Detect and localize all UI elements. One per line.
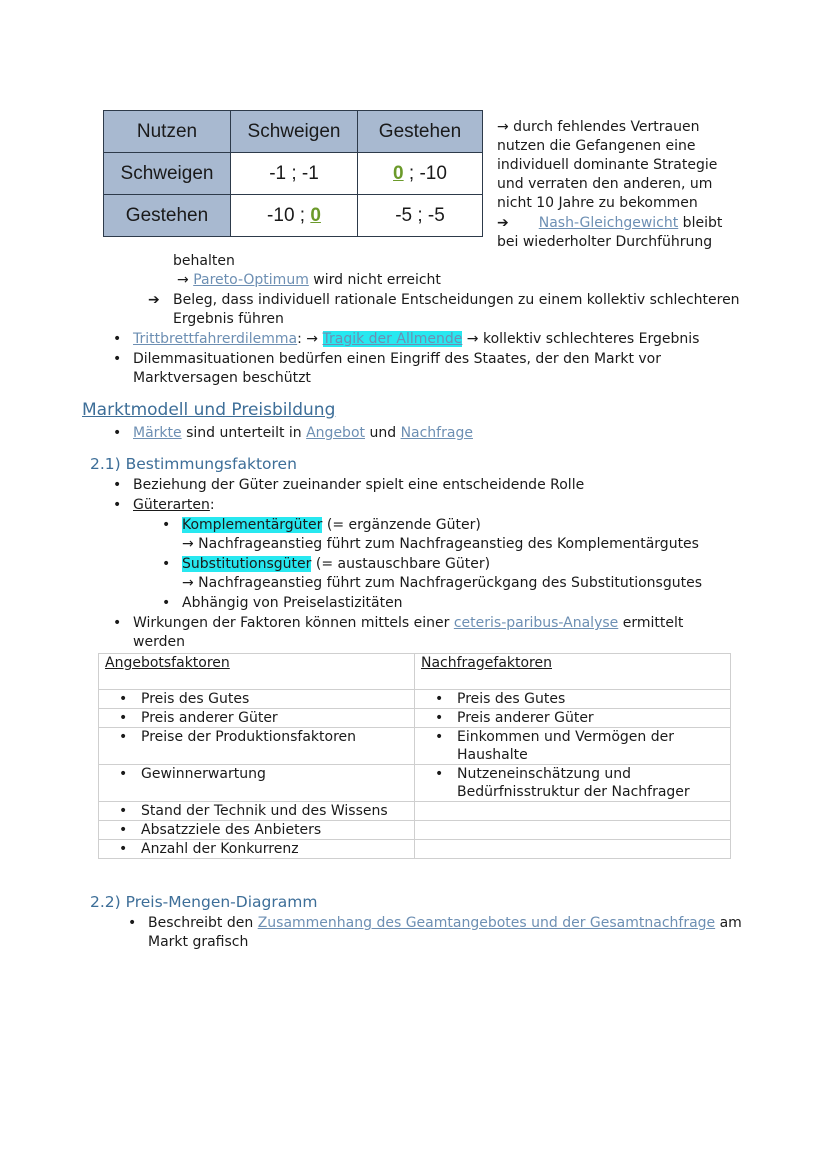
section-heading-markt[interactable]: Marktmodell und Preisbildung [82,400,336,420]
list-item-text: (= austauschbare Güter) [311,556,491,572]
matrix-row-gestehen: Gestehen [104,195,231,237]
section-heading-21: 2.1) Bestimmungsfaktoren [90,455,297,473]
factor-item: • Preis anderer Güter [421,709,724,727]
factor-item: • Preis des Gutes [105,690,408,708]
trittbrett-link[interactable]: Trittbrettfahrerdilemma [133,331,298,347]
factor-item: • Stand der Technik und des Wissens [105,802,408,820]
gueterarten-label: Güterarten [133,497,210,513]
factor-item: • Absatzziele des Anbieters [105,821,408,839]
table-cell [415,821,731,840]
arrow-icon: → [177,272,194,288]
list-item-text: sind unterteilt in [181,425,307,441]
bullet-icon: • [128,915,137,931]
list-item-text: → kollektiv schlechteres Ergebnis [462,331,700,347]
table-cell [415,765,731,802]
matrix-cell-1-1: -1 ; -1 [231,153,358,195]
bullet-icon: • [162,517,171,533]
colon: : [209,497,215,513]
list-item-sub: → Nachfrageanstieg führt zum Nachfrageanstieg des Komplementärgutes [182,536,699,552]
factor-item: • Preis des Gutes [421,690,724,708]
list-item [133,614,683,633]
side-note-line: nicht 10 Jahre zu bekommen [497,195,698,211]
factor-item: • Nutzeneinschätzung und Bedürfnisstruktur der Nachfrager [421,765,724,801]
payoff-value: -10 ; [267,204,311,226]
side-note-line [497,214,722,233]
matrix-cell-2-2: -5 ; -5 [358,195,483,237]
allmende-link[interactable]: Tragik der Allmende [322,331,463,347]
section-heading-22: 2.2) Preis-Mengen-Diagramm [90,893,318,911]
list-item-text: am [715,915,742,931]
table-cell [99,802,415,821]
matrix-cell-1-2 [358,153,483,195]
matrix-row-schweigen: Schweigen [104,153,231,195]
list-item-text: Wirkungen der Faktoren können mittels einer [133,615,454,631]
nachfrage-link[interactable]: Nachfrage [400,425,473,441]
list-item-text: und [365,425,401,441]
table-header-cell [415,654,731,690]
list-item-cont: Marktversagen beschützt [133,370,311,386]
list-item-cont: werden [133,634,185,650]
list-item-text: (= ergänzende Güter) [322,517,481,533]
arrow-icon: ➔ [497,215,509,231]
table-cell [415,802,731,821]
beleg-line-2: Ergebnis führen [173,311,284,327]
factor-item: • Einkommen und Vermögen der Haushalte [421,728,724,764]
list-item: Dilemmasituationen bedürfen einen Eingriff des Staates, der den Markt vor [133,351,662,367]
side-note-line: und verraten den anderen, um [497,176,713,192]
pareto-text: wird nicht erreicht [308,272,441,288]
bullet-icon: • [113,331,122,347]
factors-table [98,653,731,859]
bullet-icon: • [113,351,122,367]
komplement-highlight: Komplementärgüter [182,517,323,533]
list-item-text: Beschreibt den [148,915,258,931]
payoff-value: ; -10 [403,162,447,184]
side-note-text: bleibt [678,215,723,231]
table-cell [415,709,731,728]
factor-item: • Gewinnerwartung [105,765,408,783]
bullet-icon: • [162,595,171,611]
payoff-zero: 0 [393,162,404,184]
list-item [182,555,490,574]
bullet-icon: • [113,477,122,493]
bullet-icon: • [162,556,171,572]
table-cell [415,728,731,765]
table-cell [99,821,415,840]
bullet-icon: • [113,497,122,513]
factor-item: • Preise der Produktionsfaktoren [105,728,408,746]
matrix-cell-2-1 [231,195,358,237]
pareto-line [177,271,441,290]
table-cell [99,690,415,709]
list-item-sub: → Nachfrageanstieg führt zum Nachfragerückgang des Substitutionsgutes [182,575,703,591]
angebot-link[interactable]: Angebot [306,425,366,441]
list-item-text: ermittelt [618,615,684,631]
pareto-link[interactable]: Pareto-Optimum [193,272,309,288]
bullet-icon: • [113,425,122,441]
list-item [133,330,699,349]
nash-link[interactable]: Nash-Gleichgewicht [538,215,679,231]
factor-item: • Preis anderer Güter [105,709,408,727]
table-cell [99,709,415,728]
payoff-zero: 0 [310,204,321,226]
substitution-highlight: Substitutionsgüter [182,556,312,572]
beleg-line-1: Beleg, dass individuell rationale Entscheidungen zu einem kollektiv schlechteren [173,292,740,308]
list-item: Abhängig von Preiselastizitäten [182,595,403,611]
side-note-line: bei wiederholter Durchführung [497,234,713,250]
zusammenhang-link[interactable]: Zusammenhang des Geamtangebotes und der Gesamtnachfrage [257,915,716,931]
ceteris-paribus-link[interactable]: ceteris-paribus-Analyse [453,615,619,631]
side-note-line: nutzen die Gefangenen eine [497,138,696,154]
side-note-line: → durch fehlendes Vertrauen [497,119,700,135]
nachfragefaktoren-header: Nachfragefaktoren [421,655,552,671]
factor-item: • Anzahl der Konkurrenz [105,840,408,858]
table-header-cell [99,654,415,690]
side-note-line: individuell dominante Strategie [497,157,718,173]
arrow-icon: → [301,331,323,347]
table-cell [99,728,415,765]
table-cell [415,840,731,859]
list-item [148,914,742,933]
side-note-line: behalten [173,253,235,269]
angebotsfaktoren-header: Angebotsfaktoren [105,655,230,671]
table-cell [99,840,415,859]
list-item-cont: Markt grafisch [148,934,249,950]
bullet-icon: • [113,615,122,631]
list-item [133,424,473,443]
arrow-icon: ➔ [148,292,160,308]
matrix-corner: Nutzen [104,111,231,153]
matrix-col-schweigen: Schweigen [231,111,358,153]
payoff-matrix [103,110,483,237]
colon: : [297,331,302,347]
table-cell [415,690,731,709]
list-item: Beziehung der Güter zueinander spielt eine entscheidende Rolle [133,477,585,493]
list-item [182,516,481,535]
maerkte-link[interactable]: Märkte [133,425,182,441]
matrix-col-gestehen: Gestehen [358,111,483,153]
table-cell [99,765,415,802]
list-item [133,496,215,515]
